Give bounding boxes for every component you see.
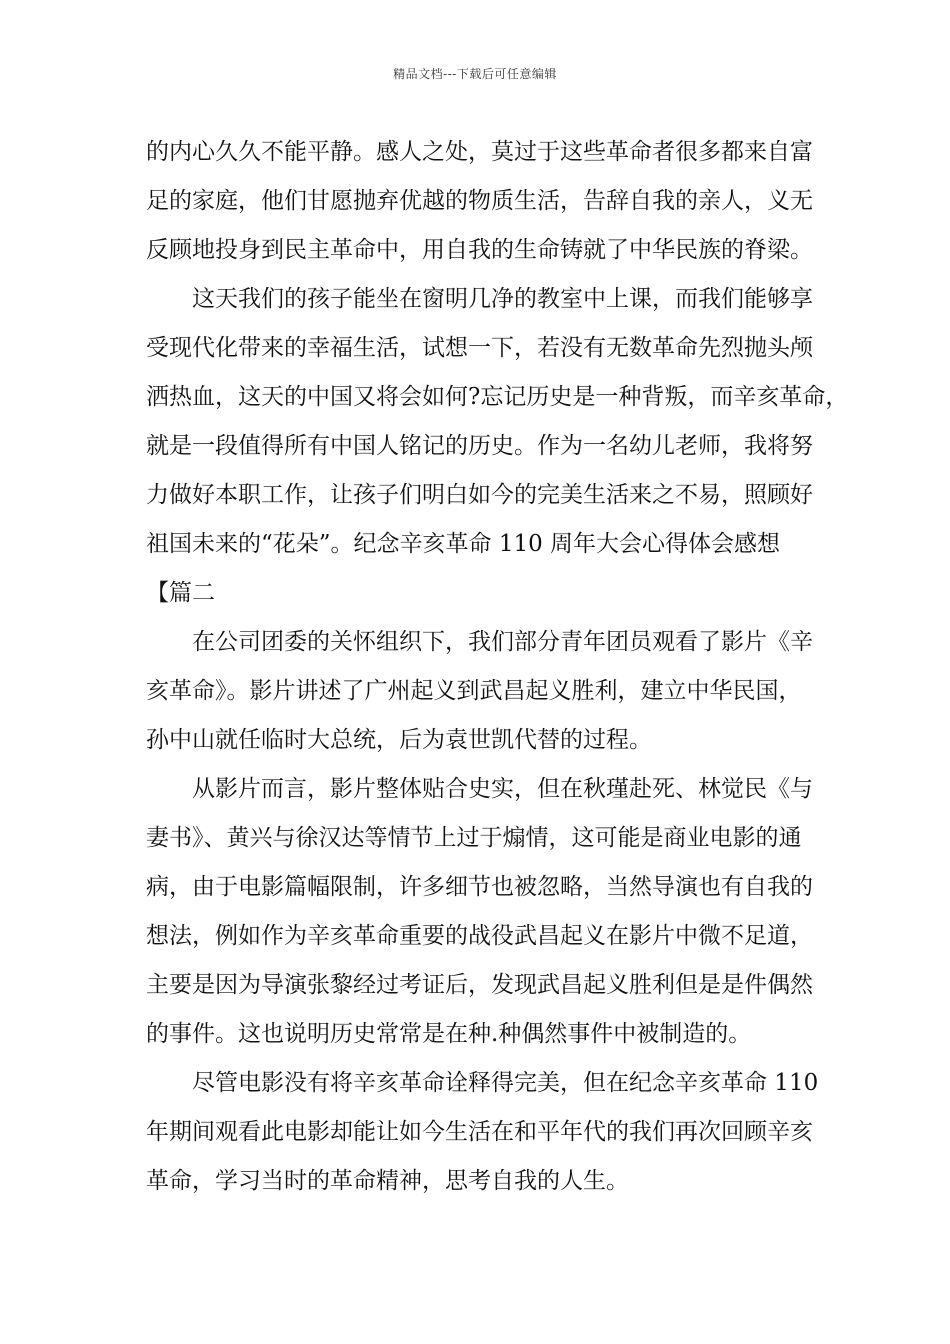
text-line: 的内心久久不能平静。感人之处，莫过于这些革命者很多都来自富	[146, 139, 813, 165]
text-line: 这天我们的孩子能坐在窗明几净的教室中上课，而我们能够享	[192, 286, 813, 312]
text-line: 亥革命》。影片讲述了广州起义到武昌起义胜利，建立中华民国，	[146, 678, 802, 704]
text-line: 主要是因为导演张黎经过考证后，发现武昌起义胜利但是是件偶然	[146, 972, 813, 998]
text-line: 妻书》、黄兴与徐汉达等情节上过于煽情，这可能是商业电影的通	[146, 825, 802, 851]
text-line: 受现代化带来的幸福生活，试想一下，若没有无数革命先烈抛头颅	[146, 335, 813, 361]
page-header: 精品文档---下载后可任意编辑	[393, 67, 557, 81]
paragraph	[146, 618, 813, 765]
paragraph	[146, 1059, 819, 1206]
document-body	[146, 128, 849, 1206]
text-line: 就是一段值得所有中国人铭记的历史。作为一名幼儿老师，我将努	[146, 433, 813, 459]
text-line: 在公司团委的关怀组织下，我们部分青年团员观看了影片《辛	[192, 629, 813, 655]
text-line: 尽管电影没有将辛亥革命诠释得完美，但在纪念辛亥革命 110	[192, 1070, 819, 1096]
text-line: 洒热血，这天的中国又将会如何?忘记历史是一种背叛，而辛亥革命，	[146, 384, 849, 410]
paragraph	[146, 765, 813, 1059]
text-line: 足的家庭，他们甘愿抛弃优越的物质生活，告辞自我的亲人，义无	[146, 188, 813, 214]
text-line: 孙中山就任临时大总统，后为袁世凯代替的过程。	[146, 727, 652, 753]
text-line: 革命，学习当时的革命精神，思考自我的人生。	[146, 1168, 629, 1194]
paragraph	[146, 128, 813, 275]
text-line: 从影片而言，影片整体贴合史实，但在秋瑾赴死、林觉民《与	[192, 776, 813, 802]
text-line: 力做好本职工作，让孩子们明白如今的完美生活来之不易，照顾好	[146, 482, 813, 508]
text-line: 反顾地投身到民主革命中，用自我的生命铸就了中华民族的脊梁。	[146, 237, 813, 263]
text-line: 年期间观看此电影却能让如今生活在和平年代的我们再次回顾辛亥	[146, 1119, 813, 1145]
text-line: 想法，例如作为辛亥革命重要的战役武昌起义在影片中微不足道，	[146, 923, 813, 949]
text-line: 祖国未来的“花朵”。纪念辛亥革命 110 周年大会心得体会感想	[146, 531, 781, 557]
text-line: 病，由于电影篇幅限制，许多细节也被忽略，当然导演也有自我的	[146, 874, 813, 900]
text-line: 的事件。这也说明历史常常是在种.种偶然事件中被制造的。	[146, 1021, 752, 1047]
paragraph	[146, 275, 849, 618]
section-heading: 【篇二	[146, 580, 215, 606]
